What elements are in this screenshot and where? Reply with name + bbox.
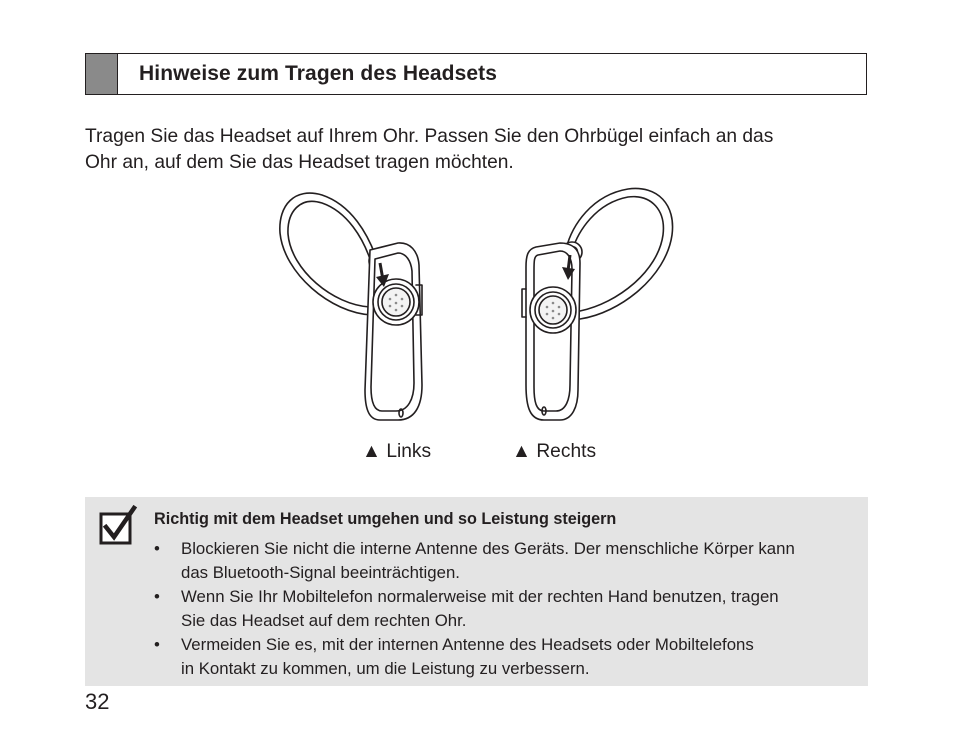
headset-left-illustration xyxy=(270,185,440,430)
list-item xyxy=(154,633,864,680)
note-list xyxy=(154,537,864,681)
section-header xyxy=(85,53,867,95)
intro-line-1: Tragen Sie das Headset auf Ihrem Ohr. Passen Sie den Ohrbügel einfach an das xyxy=(85,126,774,147)
bullet-glyph: • xyxy=(154,539,160,558)
note-box xyxy=(85,497,868,686)
bullet-glyph: • xyxy=(154,587,160,606)
headset-right-illustration xyxy=(508,185,678,430)
intro-paragraph xyxy=(85,124,875,176)
list-item-line-1: Blockieren Sie nicht die interne Antenne des Geräts. Der menschliche Körper kann xyxy=(181,539,795,558)
list-item xyxy=(154,537,864,584)
list-item-line-1: Vermeiden Sie es, mit der internen Antenne des Headsets oder Mobiltelefons xyxy=(181,635,754,654)
caption-links: ▲ Links xyxy=(362,441,432,462)
list-item-line-2: Sie das Headset auf dem rechten Ohr. xyxy=(181,610,467,630)
section-title: Hinweise zum Tragen des Headsets xyxy=(139,62,497,85)
page-number: 32 xyxy=(85,689,110,714)
caption-rechts: ▲ Rechts xyxy=(512,441,597,462)
list-item-line-1: Wenn Sie Ihr Mobiltelefon normalerweise mit der rechten Hand benutzen, tragen xyxy=(181,587,779,606)
intro-line-2: Ohr an, auf dem Sie das Headset tragen möchten. xyxy=(85,152,514,173)
list-item-line-2: in Kontakt zu kommen, um die Leistung zu verbessern. xyxy=(181,658,590,678)
note-title: Richtig mit dem Headset umgehen und so Leistung steigern xyxy=(154,510,617,528)
checkbox-icon xyxy=(98,504,140,546)
list-item-line-2: das Bluetooth-Signal beeinträchtigen. xyxy=(181,562,460,582)
section-marker xyxy=(86,54,118,94)
bullet-glyph: • xyxy=(154,635,160,654)
list-item xyxy=(154,585,864,632)
